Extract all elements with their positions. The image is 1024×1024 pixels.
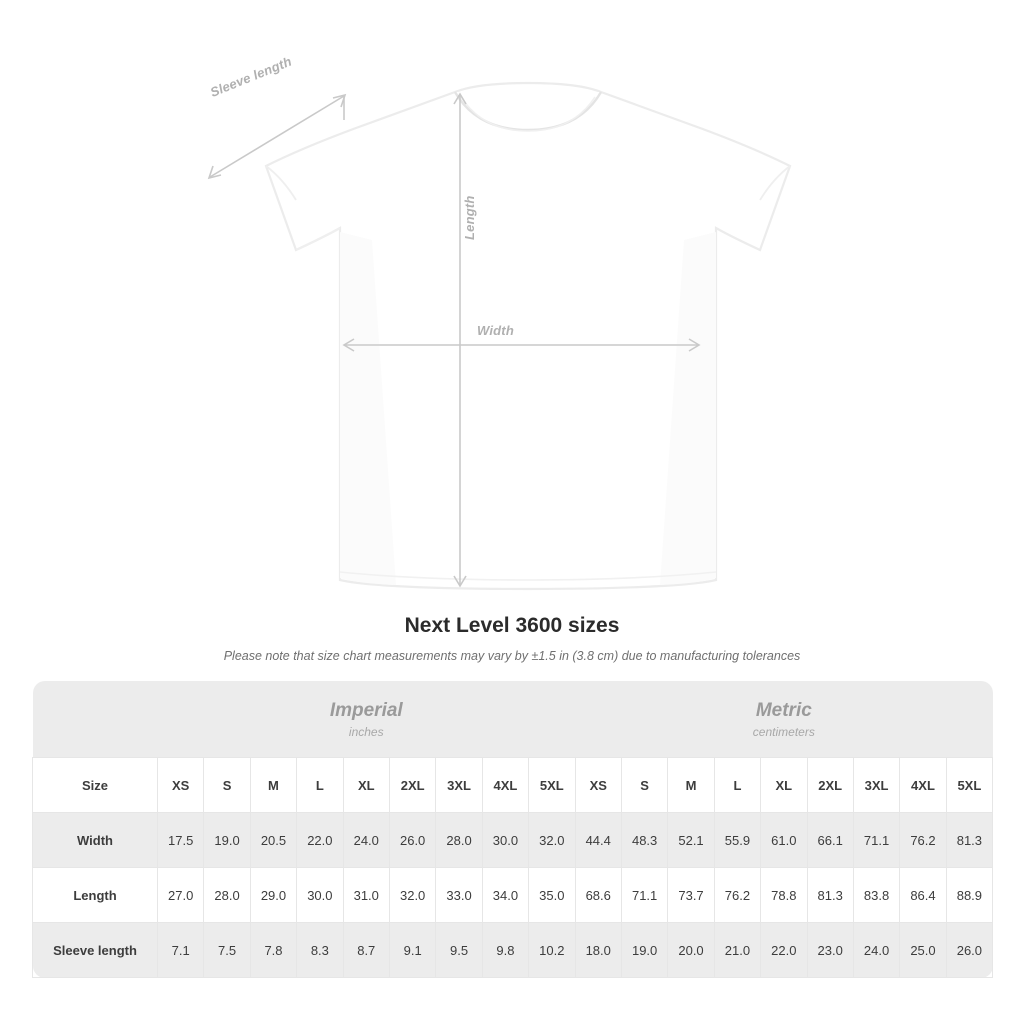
cell-length-3xl-imperial: 33.0 xyxy=(436,868,482,923)
cell-width-s-metric: 48.3 xyxy=(621,813,667,868)
col-header-l-metric: L xyxy=(714,758,760,813)
cell-width-5xl-metric: 81.3 xyxy=(946,813,992,868)
cell-length-m-metric: 73.7 xyxy=(668,868,714,923)
col-header-5xl-metric: 5XL xyxy=(946,758,992,813)
length-label: Length xyxy=(462,195,477,240)
cell-width-4xl-metric: 76.2 xyxy=(900,813,946,868)
cell-width-5xl-imperial: 32.0 xyxy=(529,813,575,868)
size-chart-table-wrapper xyxy=(32,681,992,978)
cell-length-l-metric: 76.2 xyxy=(714,868,760,923)
cell-sleeve-xs-metric: 18.0 xyxy=(575,923,621,978)
cell-length-3xl-metric: 83.8 xyxy=(853,868,899,923)
cell-length-xs-imperial: 27.0 xyxy=(158,868,204,923)
col-header-4xl-metric: 4XL xyxy=(900,758,946,813)
cell-length-5xl-imperial: 35.0 xyxy=(529,868,575,923)
size-chart-table xyxy=(32,681,993,978)
cell-sleeve-m-imperial: 7.8 xyxy=(250,923,296,978)
col-header-xs-metric: XS xyxy=(575,758,621,813)
cell-sleeve-4xl-imperial: 9.8 xyxy=(482,923,528,978)
col-header-s-metric: S xyxy=(621,758,667,813)
row-label-sleeve-length: Sleeve length xyxy=(33,923,158,978)
cell-width-s-imperial: 19.0 xyxy=(204,813,250,868)
cell-width-m-imperial: 20.5 xyxy=(250,813,296,868)
cell-width-2xl-imperial: 26.0 xyxy=(389,813,435,868)
cell-width-3xl-metric: 71.1 xyxy=(853,813,899,868)
cell-width-l-metric: 55.9 xyxy=(714,813,760,868)
col-header-xl-metric: XL xyxy=(761,758,807,813)
cell-length-4xl-metric: 86.4 xyxy=(900,868,946,923)
col-header-xl-imperial: XL xyxy=(343,758,389,813)
tolerance-note: Please note that size chart measurements may vary by ±1.5 in (3.8 cm) due to manufacturing tolerances xyxy=(223,649,801,663)
col-header-2xl-metric: 2XL xyxy=(807,758,853,813)
row-label-width: Width xyxy=(33,813,158,868)
cell-width-xl-metric: 61.0 xyxy=(761,813,807,868)
cell-width-3xl-imperial: 28.0 xyxy=(436,813,482,868)
unit-header-metric xyxy=(575,681,993,758)
title-block xyxy=(0,614,1024,663)
cell-sleeve-s-imperial: 7.5 xyxy=(204,923,250,978)
cell-sleeve-2xl-metric: 23.0 xyxy=(807,923,853,978)
cell-sleeve-3xl-metric: 24.0 xyxy=(853,923,899,978)
table-row xyxy=(33,868,993,923)
cell-sleeve-2xl-imperial: 9.1 xyxy=(389,923,435,978)
cell-length-2xl-imperial: 32.0 xyxy=(389,868,435,923)
header-size: Size xyxy=(33,758,158,813)
column-header-row xyxy=(33,758,993,813)
cell-length-xl-imperial: 31.0 xyxy=(343,868,389,923)
cell-sleeve-4xl-metric: 25.0 xyxy=(900,923,946,978)
cell-length-5xl-metric: 88.9 xyxy=(946,868,992,923)
cell-length-4xl-imperial: 34.0 xyxy=(482,868,528,923)
page-title: Next Level 3600 sizes xyxy=(404,614,620,637)
cell-sleeve-xl-metric: 22.0 xyxy=(761,923,807,978)
cell-sleeve-3xl-imperial: 9.5 xyxy=(436,923,482,978)
cell-sleeve-xl-imperial: 8.7 xyxy=(343,923,389,978)
col-header-3xl-metric: 3XL xyxy=(853,758,899,813)
unit-title-imperial: Imperial xyxy=(329,699,403,721)
sleeve-length-label: Sleeve length xyxy=(208,53,294,100)
unit-header-row xyxy=(33,681,993,758)
cell-sleeve-5xl-metric: 26.0 xyxy=(946,923,992,978)
cell-length-xl-metric: 78.8 xyxy=(761,868,807,923)
col-header-m-metric: M xyxy=(668,758,714,813)
cell-width-2xl-metric: 66.1 xyxy=(807,813,853,868)
cell-width-xs-imperial: 17.5 xyxy=(158,813,204,868)
col-header-5xl-imperial: 5XL xyxy=(529,758,575,813)
width-label: Width xyxy=(477,323,514,338)
cell-length-2xl-metric: 81.3 xyxy=(807,868,853,923)
cell-width-l-imperial: 22.0 xyxy=(297,813,343,868)
cell-sleeve-l-metric: 21.0 xyxy=(714,923,760,978)
cell-length-s-imperial: 28.0 xyxy=(204,868,250,923)
unit-header-imperial xyxy=(158,681,576,758)
cell-length-s-metric: 71.1 xyxy=(621,868,667,923)
cell-sleeve-l-imperial: 8.3 xyxy=(297,923,343,978)
cell-length-l-imperial: 30.0 xyxy=(297,868,343,923)
cell-length-m-imperial: 29.0 xyxy=(250,868,296,923)
unit-sub-metric: centimeters xyxy=(752,725,815,740)
unit-title-metric: Metric xyxy=(755,699,812,721)
col-header-m-imperial: M xyxy=(250,758,296,813)
cell-length-xs-metric: 68.6 xyxy=(575,868,621,923)
unit-header-corner xyxy=(33,681,158,758)
cell-sleeve-m-metric: 20.0 xyxy=(668,923,714,978)
row-label-length: Length xyxy=(33,868,158,923)
cell-width-m-metric: 52.1 xyxy=(668,813,714,868)
cell-sleeve-xs-imperial: 7.1 xyxy=(158,923,204,978)
table-row xyxy=(33,923,993,978)
col-header-3xl-imperial: 3XL xyxy=(436,758,482,813)
table-row xyxy=(33,813,993,868)
cell-width-xl-imperial: 24.0 xyxy=(343,813,389,868)
cell-sleeve-5xl-imperial: 10.2 xyxy=(529,923,575,978)
cell-width-xs-metric: 44.4 xyxy=(575,813,621,868)
col-header-xs-imperial: XS xyxy=(158,758,204,813)
cell-sleeve-s-metric: 19.0 xyxy=(621,923,667,978)
cell-width-4xl-imperial: 30.0 xyxy=(482,813,528,868)
unit-sub-imperial: inches xyxy=(348,725,384,740)
col-header-4xl-imperial: 4XL xyxy=(482,758,528,813)
col-header-s-imperial: S xyxy=(204,758,250,813)
col-header-l-imperial: L xyxy=(297,758,343,813)
col-header-2xl-imperial: 2XL xyxy=(389,758,435,813)
